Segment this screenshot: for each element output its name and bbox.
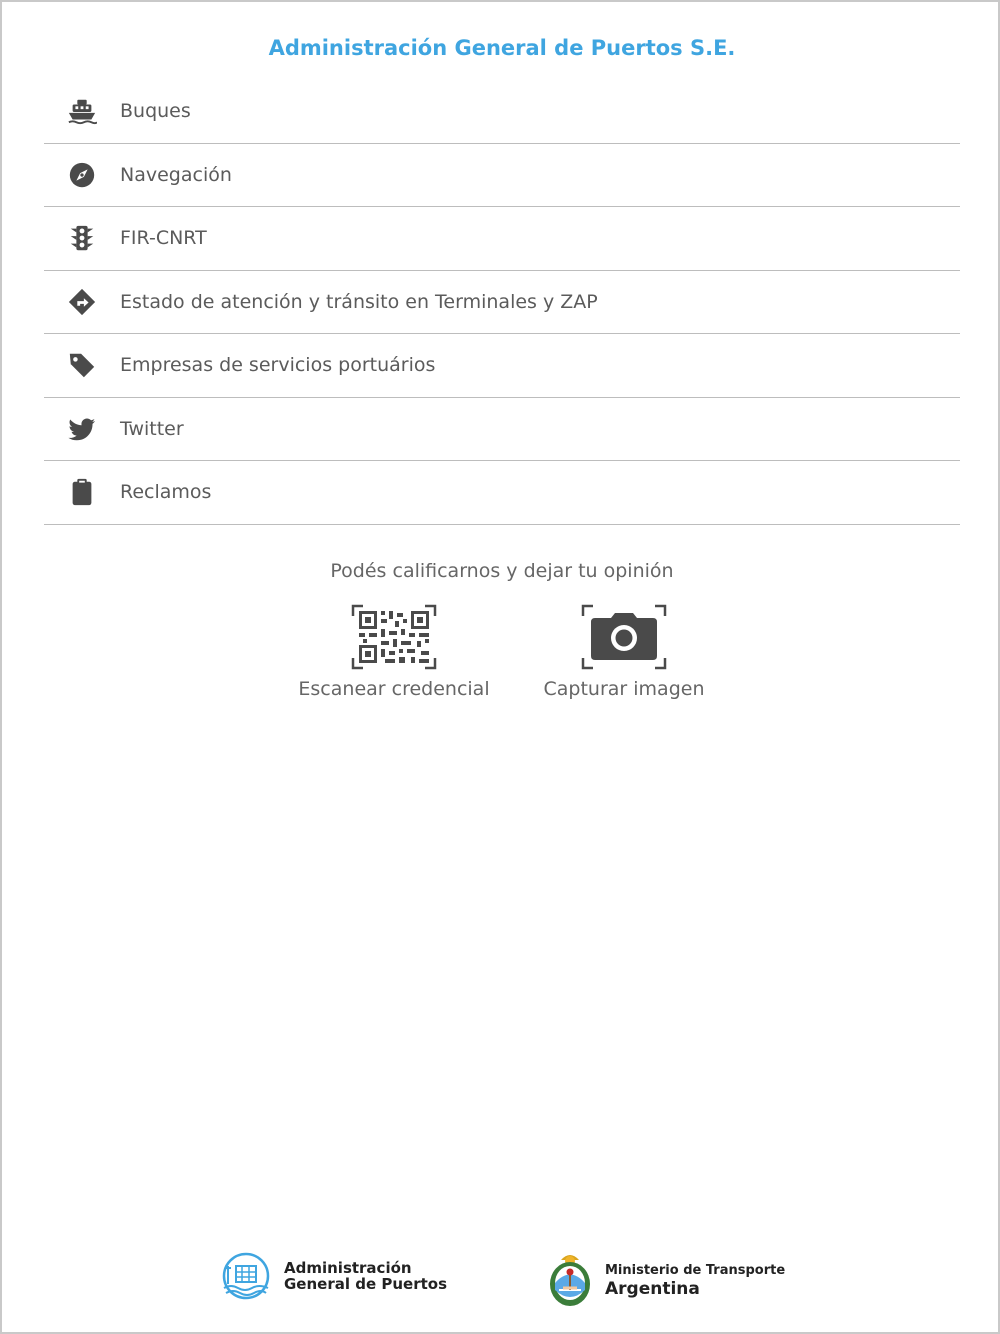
clipboard-icon	[65, 475, 99, 509]
menu-item-label: Twitter	[120, 417, 184, 440]
qr-code-icon	[351, 604, 437, 670]
camera-icon	[581, 604, 667, 670]
main-menu	[44, 80, 960, 525]
scan-credential-button[interactable]	[284, 604, 504, 700]
directions-icon	[65, 285, 99, 319]
agp-logo-line2: General de Puertos	[284, 1275, 448, 1293]
menu-item-label: Buques	[120, 100, 191, 123]
menu-item-label: Estado de atención y tránsito en Terminales y ZAP	[120, 290, 598, 313]
argentina-coat-of-arms-icon	[545, 1252, 595, 1308]
page-title: Administración General de Puertos S.E.	[268, 36, 736, 60]
capture-image-button[interactable]	[514, 604, 734, 700]
twitter-icon	[65, 412, 99, 446]
agp-logo	[218, 1252, 447, 1300]
scan-credential-label: Escanear credencial	[298, 678, 490, 700]
menu-item-estado-terminales[interactable]	[44, 271, 960, 335]
menu-item-empresas[interactable]	[44, 334, 960, 398]
traffic-light-icon	[65, 221, 99, 255]
ship-icon	[65, 94, 99, 128]
feedback-prompt: Podés calificarnos y dejar tu opinión	[330, 560, 674, 582]
agp-logo-line1: Administración	[284, 1259, 412, 1277]
tag-icon	[65, 348, 99, 382]
menu-item-buques[interactable]	[44, 80, 960, 144]
agp-emblem-icon	[218, 1252, 274, 1300]
menu-item-label: Reclamos	[120, 481, 212, 504]
menu-item-reclamos[interactable]	[44, 461, 960, 525]
menu-item-twitter[interactable]	[44, 398, 960, 462]
menu-item-label: Empresas de servicios portuários	[120, 354, 436, 377]
mt-logo-line1: Ministerio de Transporte	[605, 1263, 786, 1278]
mt-logo-line2: Argentina	[605, 1279, 700, 1299]
compass-icon	[65, 158, 99, 192]
menu-item-label: Navegación	[120, 163, 232, 186]
menu-item-navegacion[interactable]	[44, 144, 960, 208]
ministerio-transporte-logo	[545, 1252, 785, 1308]
menu-item-label: FIR-CNRT	[120, 227, 207, 250]
capture-image-label: Capturar imagen	[543, 678, 705, 700]
menu-item-fir-cnrt[interactable]	[44, 207, 960, 271]
